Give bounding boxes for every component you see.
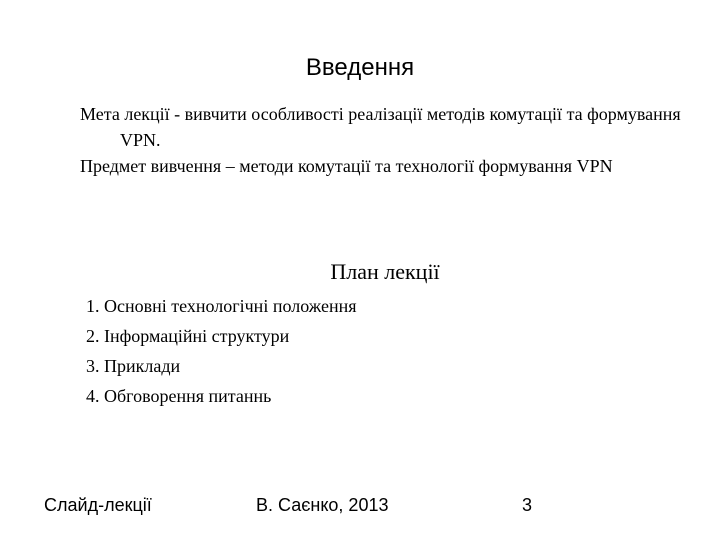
plan-item: 2. Інформаційні структури xyxy=(86,326,290,346)
page-number: 3 xyxy=(522,495,533,515)
lecture-subject: Предмет вивчення – методи комутації та технології формування VPN xyxy=(80,156,613,176)
slide-title: Введення xyxy=(305,54,415,81)
plan-item: 1. Основні технологічні положення xyxy=(86,296,357,316)
plan-title: План лекції xyxy=(330,259,440,284)
footer-author: В. Саєнко, 2013 xyxy=(256,495,389,515)
plan-item: 3. Приклади xyxy=(86,356,181,376)
plan-list xyxy=(86,291,486,411)
footer-label: Слайд-лекції xyxy=(44,495,152,515)
intro-text xyxy=(80,101,700,179)
plan-item: 4. Обговорення питаннь xyxy=(86,386,272,406)
lecture-goal: Мета лекції - вивчити особливості реалізації методів комутації та формування VPN. xyxy=(80,104,681,150)
